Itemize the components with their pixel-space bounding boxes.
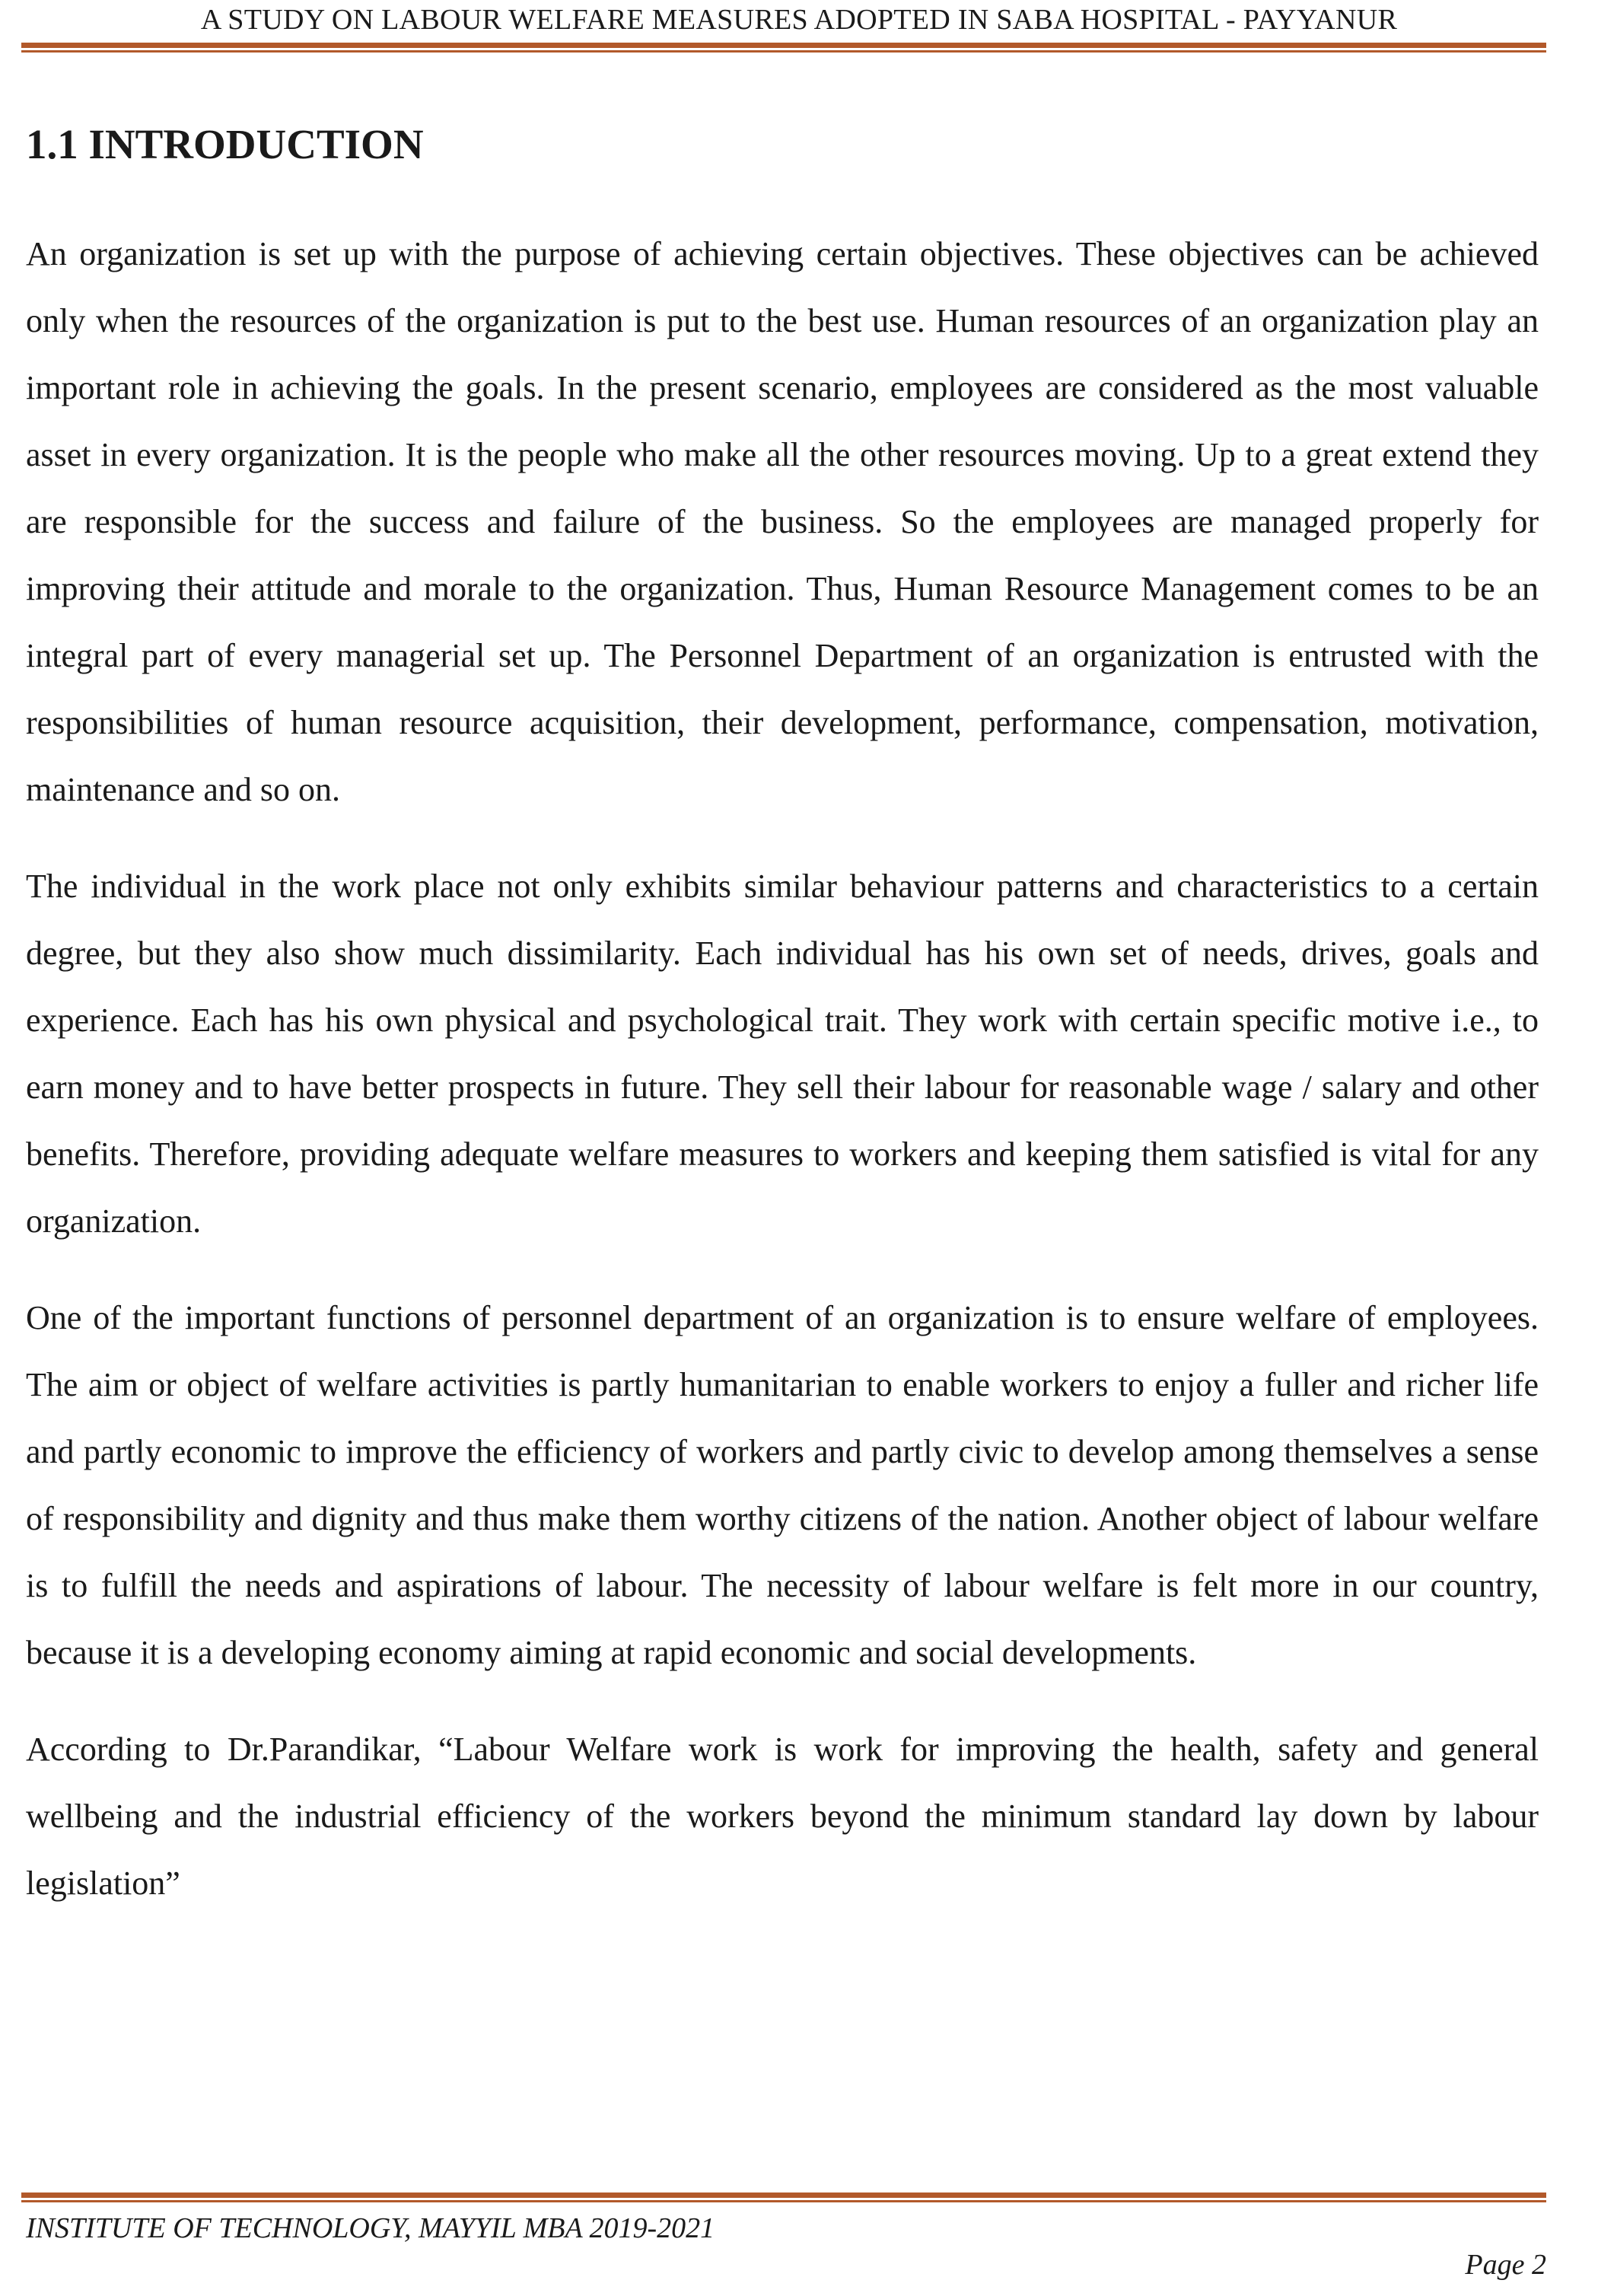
running-header: A STUDY ON LABOUR WELFARE MEASURES ADOPTED IN SABA HOSPITAL - PAYYANUR	[200, 4, 1398, 36]
section-title: 1.1 INTRODUCTION	[26, 121, 424, 167]
paragraph: According to Dr.Parandikar, “Labour Welfare work is work for improving the health, safety and general wellbeing and the industrial efficiency of the workers beyond the minimum standard lay down by labour legislation”	[26, 1731, 1539, 1902]
page-number: Page 2	[1465, 2249, 1546, 2281]
header-divider	[21, 43, 1546, 53]
footer-divider	[21, 2193, 1546, 2202]
body-text	[26, 221, 1539, 1947]
paragraph: One of the important functions of personnel department of an organization is to ensure welfare of employees. The aim or object of welfare activities is partly humanitarian to enable workers to enjoy a fuller and richer life and partly economic to improve the efficiency of workers and partly civic to develop among themselves a sense of responsibility and dignity and thus make them worthy citizens of the nation. Another object of labour welfare is to fulfill the needs and aspirations of labour. The necessity of labour welfare is felt more in our country, because it is a developing economy aiming at rapid economic and social developments.	[26, 1299, 1539, 1671]
paragraph: An organization is set up with the purpose of achieving certain objectives. These objectives can be achieved only when the resources of the organization is put to the best use. Human resources of an organization play an important role in achieving the goals. In the present scenario, employees are considered as the most valuable asset in every organization. It is the people who make all the other resources moving. Up to a great extend they are responsible for the success and failure of the business. So the employees are managed properly for improving their attitude and morale to the organization. Thus, Human Resource Management comes to be an integral part of every managerial set up. The Personnel Department of an organization is entrusted with the responsibilities of human resource acquisition, their development, performance, compensation, motivation, maintenance and so on.	[26, 235, 1539, 808]
footer-institution: INSTITUTE OF TECHNOLOGY, MAYYIL MBA 2019-2021	[26, 2212, 715, 2244]
paragraph: The individual in the work place not only exhibits similar behaviour patterns and characteristics to a certain degree, but they also show much dissimilarity. Each individual has his own set of needs, drives, goals and experience. Each has his own physical and psychological trait. They work with certain specific motive i.e., to earn money and to have better prospects in future. They sell their labour for reasonable wage / salary and other benefits. Therefore, providing adequate welfare measures to workers and keeping them satisfied is vital for any organization.	[26, 868, 1539, 1240]
